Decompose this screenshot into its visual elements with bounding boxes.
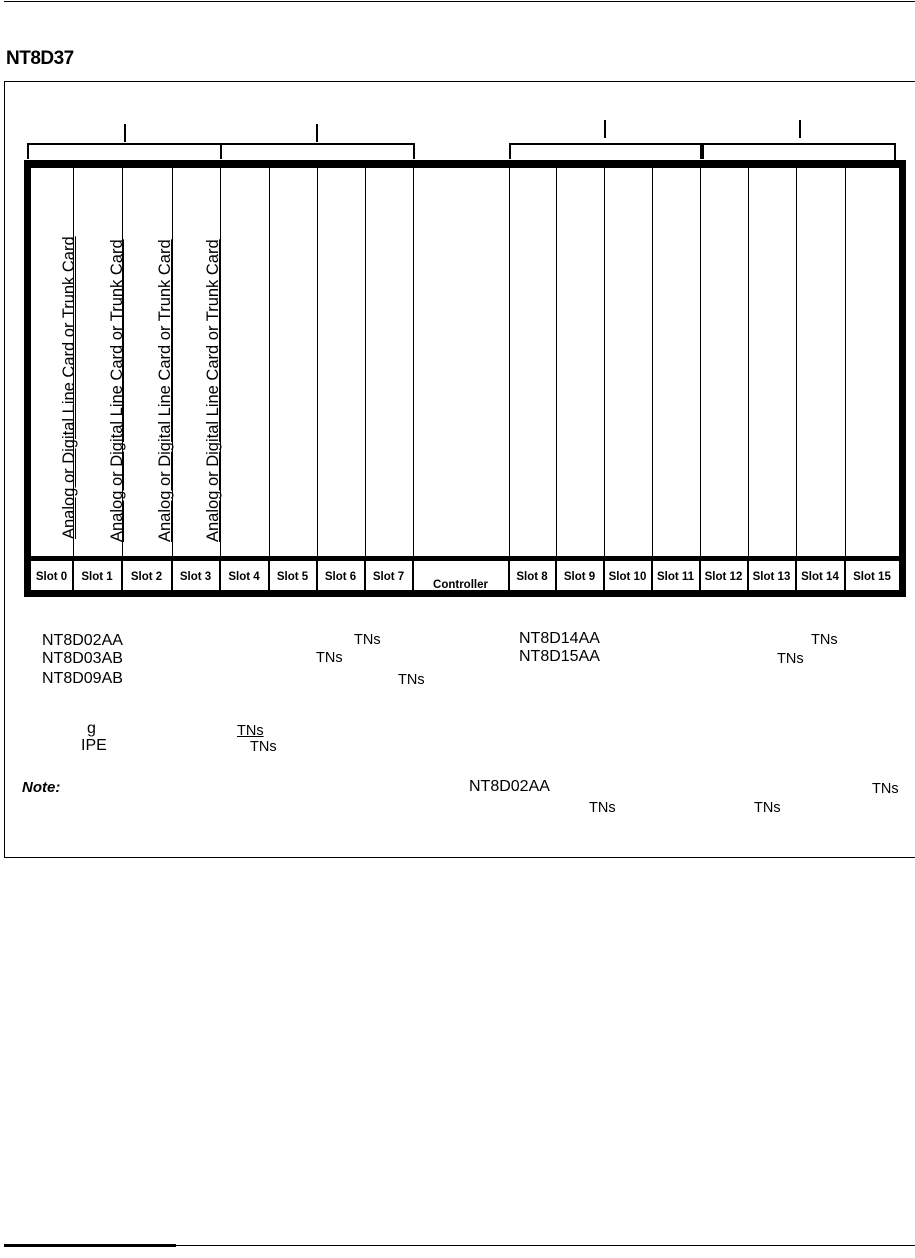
- legend-tns: TNs: [811, 632, 838, 648]
- card-shelf: [24, 160, 906, 597]
- bottom-rule: [4, 1245, 915, 1246]
- legend-tns: TNs: [777, 651, 804, 667]
- slot-label: Slot 8: [509, 561, 556, 595]
- card-divider: [604, 168, 605, 590]
- slot-label: Slot 4: [220, 561, 269, 595]
- card-divider: [700, 168, 701, 590]
- legend-code: NT8D15AA: [519, 648, 600, 665]
- bracket-slots-12-15: [702, 143, 896, 159]
- slot-label: Slot 14: [796, 561, 845, 595]
- fragment-tns: TNs: [250, 739, 277, 755]
- top-rule: [4, 1, 915, 2]
- legend-code: NT8D02AA: [42, 632, 123, 649]
- legend-tns: TNs: [398, 672, 425, 688]
- bracket-tick: [124, 124, 126, 142]
- slot-label: Slot 0: [31, 561, 73, 595]
- card-divider: [652, 168, 653, 590]
- card-divider: [556, 168, 557, 590]
- card-divider: [365, 168, 366, 590]
- card-divider: [269, 168, 270, 590]
- fragment-tns: TNs: [237, 723, 264, 739]
- slot-label: Slot 11: [652, 561, 700, 595]
- card-divider: [413, 168, 414, 590]
- slot-label: Slot 6: [317, 561, 365, 595]
- card-label-slot-2: Analog or Digital Line Card or Trunk Card: [156, 239, 174, 542]
- note-tns: TNs: [754, 800, 781, 816]
- card-label-slot-1: Analog or Digital Line Card or Trunk Card: [108, 239, 126, 542]
- fragment-g: g: [87, 720, 96, 737]
- bracket-tick: [604, 120, 606, 138]
- card-divider: [748, 168, 749, 590]
- fragment-ipe: IPE: [81, 737, 107, 754]
- slot-label: Slot 7: [365, 561, 413, 595]
- slot-label: Slot 5: [269, 561, 317, 595]
- note-code: NT8D02AA: [469, 778, 550, 795]
- card-label-slot-3: Analog or Digital Line Card or Trunk Card: [204, 239, 222, 542]
- note-tns: TNs: [872, 781, 899, 797]
- legend-tns: TNs: [354, 632, 381, 648]
- slot-label: Slot 9: [556, 561, 604, 595]
- bracket-slots-0-3: [27, 143, 222, 159]
- slot-label: Slot 15: [853, 571, 891, 583]
- card-divider: [796, 168, 797, 590]
- controller-label: Controller: [413, 561, 509, 595]
- slot-label: Slot 10: [604, 561, 652, 595]
- card-label-slot-0: Analog or Digital Line Card or Trunk Card: [60, 236, 78, 539]
- legend-code: NT8D14AA: [519, 630, 600, 647]
- legend-code: NT8D09AB: [42, 670, 123, 687]
- bracket-slots-8-11: [509, 143, 702, 159]
- note-label: Note:: [22, 779, 61, 796]
- slot-label: Slot 13: [748, 561, 796, 595]
- bracket-tick: [316, 124, 318, 142]
- bracket-right-edge: [894, 143, 896, 160]
- note-tns: TNs: [589, 800, 616, 816]
- slot-label: Slot 3: [172, 561, 220, 595]
- card-divider: [509, 168, 510, 590]
- card-divider: [845, 168, 846, 590]
- slot-label: Slot 1: [73, 561, 122, 595]
- bracket-tick: [799, 120, 801, 138]
- legend-tns: TNs: [316, 650, 343, 666]
- bracket-slots-4-7: [220, 143, 415, 159]
- figure-title: NT8D37: [6, 48, 74, 69]
- slot-label-bar: [31, 556, 899, 595]
- legend-code: NT8D03AB: [42, 650, 123, 667]
- slot-label: Slot 2: [122, 561, 172, 595]
- slot-label: Slot 12: [700, 561, 748, 595]
- card-divider: [317, 168, 318, 590]
